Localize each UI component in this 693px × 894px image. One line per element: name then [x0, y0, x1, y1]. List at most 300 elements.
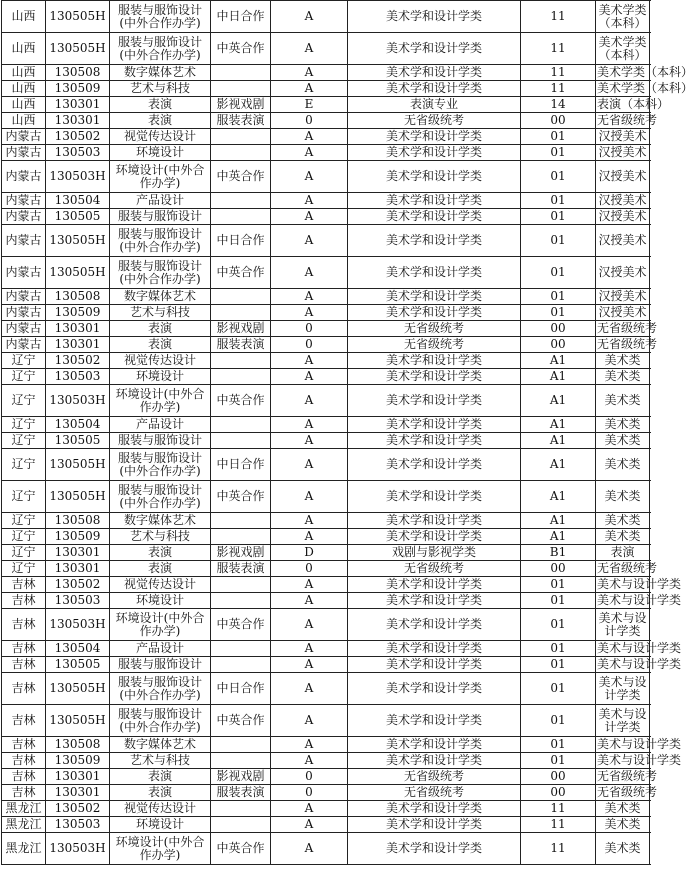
batch-code-cell: B1 — [521, 545, 596, 561]
major-name-cell: 服装与服饰设计(中外合作办学) — [110, 257, 211, 289]
exam-category-cell: 美术学和设计学类 — [348, 609, 521, 641]
batch-code-cell: A1 — [521, 433, 596, 449]
subject-category-cell: 美术类 — [596, 369, 650, 385]
major-name-cell: 服装与服饰设计 — [110, 209, 211, 225]
cooperation-cell — [211, 433, 271, 449]
major-code-cell: 130301 — [46, 321, 110, 337]
major-code-cell: 130301 — [46, 97, 110, 113]
batch-code-cell: 01 — [521, 673, 596, 705]
cooperation-cell — [211, 657, 271, 673]
major-code-cell: 130509 — [46, 305, 110, 321]
major-name-cell: 环境设计(中外合作办学) — [110, 161, 211, 193]
major-name-cell: 服装与服饰设计(中外合作办学) — [110, 481, 211, 513]
major-code-cell: 130504 — [46, 417, 110, 433]
province-cell: 黑龙江 — [2, 801, 46, 817]
subject-category-cell: 无省级统考 — [597, 561, 658, 575]
table-row — [2, 449, 650, 481]
subject-category-cell: 汉授美术 — [596, 305, 650, 321]
exam-category-cell: 美术学和设计学类 — [348, 593, 521, 609]
major-name-cell: 表演 — [110, 545, 211, 561]
major-name-cell: 艺术与科技 — [110, 529, 211, 545]
major-code-cell: 130505H — [46, 481, 110, 513]
subject-category-cell: 美术与设计学类 — [596, 609, 650, 641]
subject-category-cell: 美术类 — [596, 353, 650, 369]
table-row — [2, 609, 650, 641]
subject-category-cell: 美术类 — [596, 513, 650, 529]
cooperation-cell: 影视戏剧 — [211, 97, 271, 113]
cooperation-cell: 中英合作 — [211, 385, 271, 417]
major-code-cell: 130505H — [46, 449, 110, 481]
batch-code-cell: A1 — [521, 513, 596, 529]
major-name-cell: 环境设计(中外合作办学) — [110, 833, 211, 865]
level-cell: A — [271, 753, 348, 769]
batch-code-cell: 01 — [521, 161, 596, 193]
cooperation-cell: 中日合作 — [211, 449, 271, 481]
major-name-cell: 服装与服饰设计(中外合作办学) — [110, 673, 211, 705]
table-row — [2, 753, 650, 769]
batch-code-cell: 01 — [521, 225, 596, 257]
province-cell: 山西 — [2, 1, 46, 33]
table-row — [2, 129, 650, 145]
major-name-cell: 服装与服饰设计 — [110, 433, 211, 449]
table-row — [2, 801, 650, 817]
table-row — [2, 705, 650, 737]
cooperation-cell: 中英合作 — [211, 33, 271, 65]
subject-category-cell: 美术类 — [596, 833, 650, 865]
batch-code-cell: 01 — [521, 753, 596, 769]
subject-category-cell: 美术学类（本科） — [596, 1, 650, 33]
major-code-cell: 130504 — [46, 641, 110, 657]
major-name-cell: 数字媒体艺术 — [110, 737, 211, 753]
subject-category-cell: 美术与设计学类 — [596, 673, 650, 705]
major-name-cell: 表演 — [110, 785, 211, 801]
level-cell: A — [271, 609, 348, 641]
major-code-cell: 130505H — [46, 673, 110, 705]
batch-code-cell: 11 — [521, 33, 596, 65]
province-cell: 辽宁 — [2, 529, 46, 545]
province-cell: 吉林 — [2, 753, 46, 769]
batch-code-cell: 11 — [521, 833, 596, 865]
table-row — [2, 673, 650, 705]
cooperation-cell: 服装表演 — [211, 561, 271, 577]
level-cell: A — [271, 657, 348, 673]
table-row — [2, 305, 650, 321]
major-name-cell: 表演 — [110, 561, 211, 577]
subject-category-cell: 无省级统考 — [597, 337, 658, 351]
major-code-cell: 130505H — [46, 33, 110, 65]
level-cell: A — [271, 305, 348, 321]
major-name-cell: 数字媒体艺术 — [110, 513, 211, 529]
major-name-cell: 产品设计 — [110, 193, 211, 209]
table-row — [2, 593, 650, 609]
level-cell: A — [271, 161, 348, 193]
table-row — [2, 385, 650, 417]
subject-category-cell: 美术类 — [596, 801, 650, 817]
province-cell: 山西 — [2, 97, 46, 113]
province-cell: 山西 — [2, 65, 46, 81]
subject-category-cell: 美术学类（本科） — [596, 33, 650, 65]
batch-code-cell: 00 — [521, 113, 596, 129]
major-code-cell: 130301 — [46, 785, 110, 801]
major-name-cell: 表演 — [110, 769, 211, 785]
province-cell: 吉林 — [2, 673, 46, 705]
major-code-cell: 130301 — [46, 545, 110, 561]
batch-code-cell: 11 — [521, 65, 596, 81]
subject-category-cell: 美术类 — [596, 481, 650, 513]
major-name-cell: 环境设计(中外合作办学) — [110, 609, 211, 641]
subject-category-cell: 表演（本科） — [597, 97, 670, 111]
batch-code-cell: A1 — [521, 529, 596, 545]
cooperation-cell: 中日合作 — [211, 1, 271, 33]
cooperation-cell — [211, 193, 271, 209]
batch-code-cell: A1 — [521, 449, 596, 481]
batch-code-cell: 01 — [521, 593, 596, 609]
table-row — [2, 529, 650, 545]
major-name-cell: 艺术与科技 — [110, 305, 211, 321]
admissions-table — [1, 0, 693, 865]
batch-code-cell: 00 — [521, 561, 596, 577]
cooperation-cell: 中英合作 — [211, 833, 271, 865]
cooperation-cell: 中英合作 — [211, 161, 271, 193]
level-cell: A — [271, 817, 348, 833]
level-cell: A — [271, 705, 348, 737]
exam-category-cell: 美术学和设计学类 — [348, 257, 521, 289]
exam-category-cell: 无省级统考 — [348, 785, 521, 801]
subject-category-cell: 美术类 — [596, 385, 650, 417]
major-code-cell: 130505H — [46, 705, 110, 737]
level-cell: A — [271, 209, 348, 225]
province-cell: 吉林 — [2, 593, 46, 609]
exam-category-cell: 美术学和设计学类 — [348, 385, 521, 417]
province-cell: 辽宁 — [2, 449, 46, 481]
level-cell: A — [271, 353, 348, 369]
table-row — [2, 369, 650, 385]
major-name-cell: 环境设计(中外合作办学) — [110, 385, 211, 417]
major-name-cell: 数字媒体艺术 — [110, 289, 211, 305]
table-row — [2, 81, 650, 97]
table-row — [2, 545, 650, 561]
major-name-cell: 表演 — [110, 337, 211, 353]
subject-category-cell: 美术类 — [596, 817, 650, 833]
major-code-cell: 130503H — [46, 833, 110, 865]
exam-category-cell: 美术学和设计学类 — [348, 801, 521, 817]
major-code-cell: 130301 — [46, 113, 110, 129]
level-cell: A — [271, 641, 348, 657]
major-name-cell: 视觉传达设计 — [110, 129, 211, 145]
exam-category-cell: 美术学和设计学类 — [348, 65, 521, 81]
cooperation-cell — [211, 129, 271, 145]
batch-code-cell: 11 — [521, 817, 596, 833]
exam-category-cell: 表演专业 — [348, 97, 521, 113]
major-name-cell: 服装与服饰设计(中外合作办学) — [110, 33, 211, 65]
major-code-cell: 130503 — [46, 593, 110, 609]
table-row — [2, 225, 650, 257]
cooperation-cell: 中英合作 — [211, 609, 271, 641]
level-cell: 0 — [271, 321, 348, 337]
subject-category-cell: 表演 — [596, 545, 650, 561]
batch-code-cell: 01 — [521, 641, 596, 657]
subject-category-cell: 汉授美术 — [596, 225, 650, 257]
subject-category-cell: 美术与设计学类 — [597, 657, 682, 671]
province-cell: 辽宁 — [2, 481, 46, 513]
exam-category-cell: 美术学和设计学类 — [348, 129, 521, 145]
exam-category-cell: 美术学和设计学类 — [348, 529, 521, 545]
batch-code-cell: 01 — [521, 193, 596, 209]
cooperation-cell: 中日合作 — [211, 225, 271, 257]
cooperation-cell — [211, 145, 271, 161]
table-row — [2, 353, 650, 369]
cooperation-cell — [211, 641, 271, 657]
major-code-cell: 130502 — [46, 801, 110, 817]
exam-category-cell: 美术学和设计学类 — [348, 577, 521, 593]
province-cell: 吉林 — [2, 609, 46, 641]
subject-category-cell: 汉授美术 — [596, 129, 650, 145]
province-cell: 辽宁 — [2, 545, 46, 561]
batch-code-cell: 00 — [521, 785, 596, 801]
major-name-cell: 产品设计 — [110, 417, 211, 433]
exam-category-cell: 美术学和设计学类 — [348, 289, 521, 305]
exam-category-cell: 无省级统考 — [348, 321, 521, 337]
level-cell: A — [271, 257, 348, 289]
level-cell: A — [271, 433, 348, 449]
major-name-cell: 环境设计 — [110, 145, 211, 161]
exam-category-cell: 美术学和设计学类 — [348, 513, 521, 529]
cooperation-cell — [211, 65, 271, 81]
level-cell: A — [271, 33, 348, 65]
exam-category-cell: 美术学和设计学类 — [348, 433, 521, 449]
cooperation-cell: 中英合作 — [211, 257, 271, 289]
table-row — [2, 1, 650, 33]
major-name-cell: 产品设计 — [110, 641, 211, 657]
level-cell: A — [271, 513, 348, 529]
exam-category-cell: 美术学和设计学类 — [348, 33, 521, 65]
table-row — [2, 817, 650, 833]
table-row — [2, 33, 650, 65]
subject-category-cell: 汉授美术 — [596, 145, 650, 161]
province-cell: 辽宁 — [2, 385, 46, 417]
province-cell: 辽宁 — [2, 561, 46, 577]
exam-category-cell: 美术学和设计学类 — [348, 209, 521, 225]
province-cell: 黑龙江 — [2, 817, 46, 833]
batch-code-cell: A1 — [521, 481, 596, 513]
major-name-cell: 视觉传达设计 — [110, 353, 211, 369]
major-name-cell: 艺术与科技 — [110, 753, 211, 769]
exam-category-cell: 无省级统考 — [348, 769, 521, 785]
province-cell: 吉林 — [2, 641, 46, 657]
major-name-cell: 服装与服饰设计(中外合作办学) — [110, 449, 211, 481]
province-cell: 吉林 — [2, 577, 46, 593]
major-code-cell: 130301 — [46, 337, 110, 353]
province-cell: 辽宁 — [2, 417, 46, 433]
cooperation-cell: 服装表演 — [211, 785, 271, 801]
exam-category-cell: 美术学和设计学类 — [348, 705, 521, 737]
table-row — [2, 209, 650, 225]
province-cell: 辽宁 — [2, 433, 46, 449]
subject-category-cell: 汉授美术 — [596, 209, 650, 225]
major-code-cell: 130505H — [46, 225, 110, 257]
table-row — [2, 113, 650, 129]
batch-code-cell: 01 — [521, 209, 596, 225]
cooperation-cell — [211, 81, 271, 97]
level-cell: A — [271, 577, 348, 593]
major-code-cell: 130508 — [46, 289, 110, 305]
exam-category-cell: 美术学和设计学类 — [348, 145, 521, 161]
level-cell: 0 — [271, 337, 348, 353]
major-code-cell: 130509 — [46, 753, 110, 769]
cooperation-cell — [211, 801, 271, 817]
major-name-cell: 环境设计 — [110, 369, 211, 385]
level-cell: 0 — [271, 785, 348, 801]
batch-code-cell: 01 — [521, 129, 596, 145]
subject-category-cell: 美术学类（本科） — [597, 65, 693, 79]
major-code-cell: 130503 — [46, 817, 110, 833]
batch-code-cell: 14 — [521, 97, 596, 113]
cooperation-cell — [211, 353, 271, 369]
province-cell: 黑龙江 — [2, 833, 46, 865]
subject-category-cell: 美术类 — [596, 449, 650, 481]
level-cell: A — [271, 145, 348, 161]
batch-code-cell: 00 — [521, 337, 596, 353]
batch-code-cell: 01 — [521, 705, 596, 737]
cooperation-cell: 中英合作 — [211, 481, 271, 513]
major-name-cell: 艺术与科技 — [110, 81, 211, 97]
major-code-cell: 130505 — [46, 657, 110, 673]
subject-category-cell: 无省级统考 — [597, 785, 658, 799]
major-code-cell: 130509 — [46, 81, 110, 97]
province-cell: 辽宁 — [2, 369, 46, 385]
table-row — [2, 737, 650, 753]
cooperation-cell — [211, 209, 271, 225]
exam-category-cell: 戏剧与影视学类 — [348, 545, 521, 561]
major-name-cell: 服装与服饰设计(中外合作办学) — [110, 705, 211, 737]
table-row — [2, 657, 650, 673]
exam-category-cell: 美术学和设计学类 — [348, 193, 521, 209]
table-row — [2, 193, 650, 209]
cooperation-cell — [211, 305, 271, 321]
exam-category-cell: 美术学和设计学类 — [348, 353, 521, 369]
province-cell: 辽宁 — [2, 513, 46, 529]
province-cell: 内蒙古 — [2, 289, 46, 305]
batch-code-cell: A1 — [521, 353, 596, 369]
level-cell: A — [271, 193, 348, 209]
level-cell: D — [271, 545, 348, 561]
subject-category-cell: 美术与设计学类 — [596, 705, 650, 737]
level-cell: A — [271, 529, 348, 545]
batch-code-cell: A1 — [521, 417, 596, 433]
major-name-cell: 数字媒体艺术 — [110, 65, 211, 81]
major-name-cell: 表演 — [110, 321, 211, 337]
exam-category-cell: 美术学和设计学类 — [348, 673, 521, 705]
cooperation-cell: 服装表演 — [211, 113, 271, 129]
table-row — [2, 145, 650, 161]
exam-category-cell: 美术学和设计学类 — [348, 753, 521, 769]
table-row — [2, 257, 650, 289]
batch-code-cell: A1 — [521, 369, 596, 385]
level-cell: A — [271, 737, 348, 753]
province-cell: 内蒙古 — [2, 161, 46, 193]
province-cell: 吉林 — [2, 785, 46, 801]
batch-code-cell: 01 — [521, 145, 596, 161]
cooperation-cell — [211, 577, 271, 593]
batch-code-cell: 00 — [521, 769, 596, 785]
table-row — [2, 577, 650, 593]
level-cell: 0 — [271, 113, 348, 129]
level-cell: A — [271, 65, 348, 81]
exam-category-cell: 美术学和设计学类 — [348, 833, 521, 865]
batch-code-cell: 01 — [521, 289, 596, 305]
province-cell: 内蒙古 — [2, 337, 46, 353]
table-row — [2, 481, 650, 513]
cooperation-cell — [211, 753, 271, 769]
major-code-cell: 130503H — [46, 161, 110, 193]
subject-category-cell: 无省级统考 — [597, 769, 658, 783]
major-code-cell: 130301 — [46, 561, 110, 577]
province-cell: 吉林 — [2, 705, 46, 737]
subject-category-cell: 无省级统考 — [597, 321, 658, 335]
table-row — [2, 65, 650, 81]
batch-code-cell: 00 — [521, 321, 596, 337]
exam-category-cell: 美术学和设计学类 — [348, 225, 521, 257]
cooperation-cell — [211, 817, 271, 833]
major-code-cell: 130505H — [46, 257, 110, 289]
table-row — [2, 641, 650, 657]
subject-category-cell: 美术类 — [596, 417, 650, 433]
batch-code-cell: 11 — [521, 81, 596, 97]
batch-code-cell: 01 — [521, 305, 596, 321]
level-cell: A — [271, 129, 348, 145]
level-cell: 0 — [271, 561, 348, 577]
cooperation-cell: 中英合作 — [211, 705, 271, 737]
subject-category-cell: 美术与设计学类 — [597, 641, 682, 655]
batch-code-cell: 11 — [521, 801, 596, 817]
province-cell: 内蒙古 — [2, 321, 46, 337]
table-row — [2, 289, 650, 305]
exam-category-cell: 美术学和设计学类 — [348, 305, 521, 321]
major-code-cell: 130502 — [46, 129, 110, 145]
exam-category-cell: 美术学和设计学类 — [348, 449, 521, 481]
level-cell: A — [271, 673, 348, 705]
subject-category-cell: 汉授美术 — [596, 161, 650, 193]
major-name-cell: 环境设计 — [110, 817, 211, 833]
major-name-cell: 服装与服饰设计 — [110, 657, 211, 673]
subject-category-cell: 美术与设计学类 — [597, 753, 682, 767]
province-cell: 山西 — [2, 81, 46, 97]
major-code-cell: 130503H — [46, 385, 110, 417]
major-name-cell: 服装与服饰设计(中外合作办学) — [110, 1, 211, 33]
major-code-cell: 130503 — [46, 369, 110, 385]
province-cell: 吉林 — [2, 737, 46, 753]
major-code-cell: 130301 — [46, 769, 110, 785]
cooperation-cell — [211, 529, 271, 545]
major-name-cell: 视觉传达设计 — [110, 801, 211, 817]
level-cell: A — [271, 1, 348, 33]
batch-code-cell: 01 — [521, 577, 596, 593]
subject-category-cell: 美术类 — [596, 433, 650, 449]
level-cell: A — [271, 833, 348, 865]
province-cell: 吉林 — [2, 657, 46, 673]
table-row — [2, 337, 650, 353]
cooperation-cell — [211, 513, 271, 529]
subject-category-cell: 美术学类（本科） — [597, 81, 693, 95]
batch-code-cell: 01 — [521, 609, 596, 641]
province-cell: 内蒙古 — [2, 129, 46, 145]
cooperation-cell: 影视戏剧 — [211, 769, 271, 785]
subject-category-cell: 无省级统考 — [597, 113, 658, 127]
province-cell: 内蒙古 — [2, 305, 46, 321]
subject-category-cell: 汉授美术 — [596, 193, 650, 209]
table-row — [2, 833, 650, 865]
batch-code-cell: 11 — [521, 1, 596, 33]
